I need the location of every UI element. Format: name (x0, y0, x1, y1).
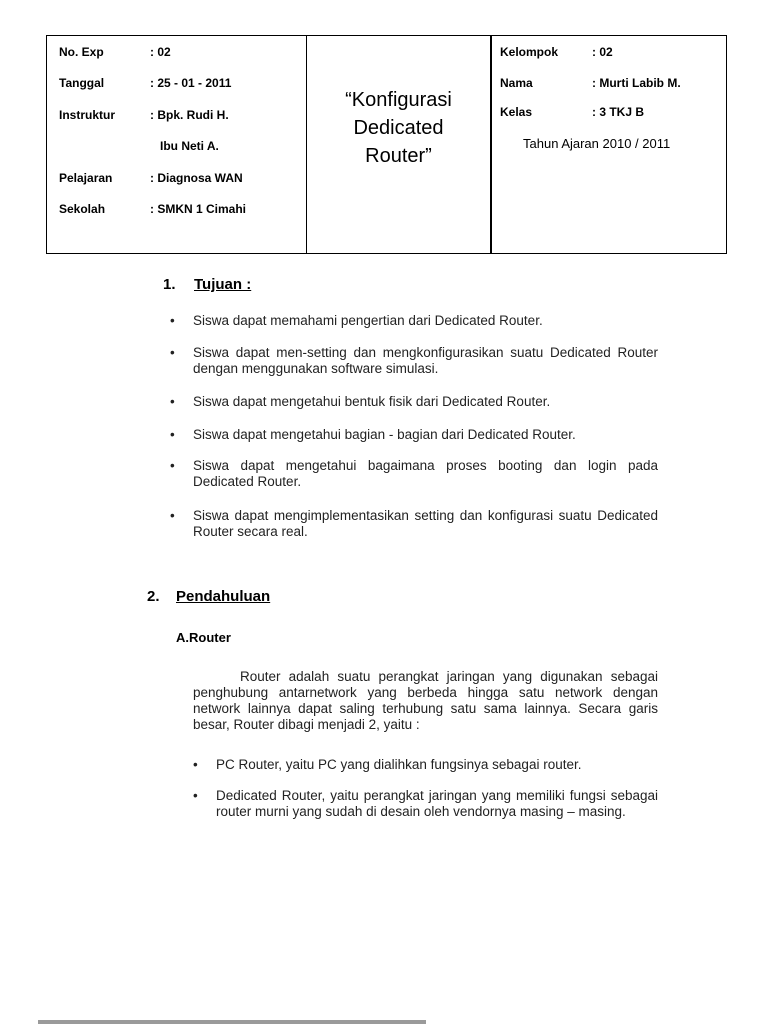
header-value: Ibu Neti A. (160, 139, 219, 153)
list-item (170, 345, 658, 377)
bullet-icon: • (193, 757, 198, 772)
title-line: Dedicated (353, 117, 444, 139)
bullet-icon: • (170, 394, 175, 409)
header-table (46, 35, 727, 254)
section-title: Pendahuluan (176, 588, 271, 605)
header-label: No. Exp (59, 45, 104, 59)
header-label: Instruktur (59, 108, 116, 122)
header-label: Tanggal (59, 76, 105, 90)
header-label: Nama (500, 76, 533, 90)
section-title: Tujuan : (194, 276, 252, 293)
router-paragraph: Router adalah suatu perangkat jaringan yang digunakan sebagai penghubung antarnetwork yang berbeda hingga satu network dengan network lainnya dapat saling terhubung satu sama lainnya. Secara garis besar, Router dibagi menjadi 2, yaitu : (193, 669, 658, 732)
bullet-icon: • (170, 313, 175, 328)
header-label: Pelajaran (59, 171, 113, 185)
page-divider (38, 1020, 426, 1024)
list-item-text: Siswa dapat memahami pengertian dari Dedicated Router. (193, 313, 543, 328)
bullet-icon: • (193, 788, 198, 803)
header-value: : Bpk. Rudi H. (150, 108, 229, 122)
subsection-title: Router (189, 630, 231, 645)
header-label: Kelas (500, 105, 533, 119)
list-item-text: Dedicated Router, yaitu perangkat jaringan yang memiliki fungsi sebagai router murni yang sudah di desain oleh vendornya masing – masing. (216, 788, 658, 819)
header-value: : 3 TKJ B (592, 105, 645, 119)
header-value: : Murti Labib M. (592, 76, 681, 90)
section-number: 2. (147, 588, 160, 605)
list-item-text: Siswa dapat mengetahui bentuk fisik dari Dedicated Router. (193, 394, 551, 409)
academic-year: Tahun Ajaran 2010 / 2011 (523, 136, 671, 151)
header-title-column (306, 36, 492, 253)
list-item-text: Siswa dapat mengimplementasikan setting dan konfigurasi suatu Dedicated Router secara real. (193, 508, 658, 539)
header-left-column (47, 36, 306, 253)
list-item (193, 757, 658, 773)
subsection-heading-router (176, 630, 231, 646)
list-item (193, 788, 658, 836)
section-heading-pendahuluan (147, 588, 397, 606)
list-item (170, 458, 658, 490)
title-line: “Konfigurasi (345, 89, 452, 111)
section-number: 1. (163, 276, 176, 293)
bullet-icon: • (170, 345, 175, 360)
list-item (170, 508, 658, 540)
list-item (170, 427, 658, 443)
list-item (170, 313, 658, 329)
list-item (170, 394, 658, 410)
list-item-text: Siswa dapat mengetahui bagian - bagian dari Dedicated Router. (193, 427, 576, 442)
bullet-icon: • (170, 508, 175, 523)
header-value: : 02 (150, 45, 171, 59)
list-item-text: Siswa dapat mengetahui bagaimana proses booting dan login pada Dedicated Router. (193, 458, 658, 489)
subsection-number: A. (176, 630, 189, 645)
header-value: : 02 (592, 45, 613, 59)
section-heading-tujuan (163, 276, 363, 294)
header-label: Sekolah (59, 202, 106, 216)
document-title (307, 86, 490, 170)
list-item-text: Siswa dapat men-setting dan mengkonfigurasikan suatu Dedicated Router dengan menggunakan software simulasi. (193, 345, 658, 376)
header-label: Kelompok (500, 45, 559, 59)
bullet-icon: • (170, 458, 175, 473)
list-item-text: PC Router, yaitu PC yang dialihkan fungsinya sebagai router. (216, 757, 582, 772)
header-value: : SMKN 1 Cimahi (150, 202, 247, 216)
title-line: Router” (365, 145, 432, 167)
header-right-column (492, 36, 726, 253)
bullet-icon: • (170, 427, 175, 442)
header-value: : Diagnosa WAN (150, 171, 243, 185)
header-value: : 25 - 01 - 2011 (150, 76, 232, 90)
